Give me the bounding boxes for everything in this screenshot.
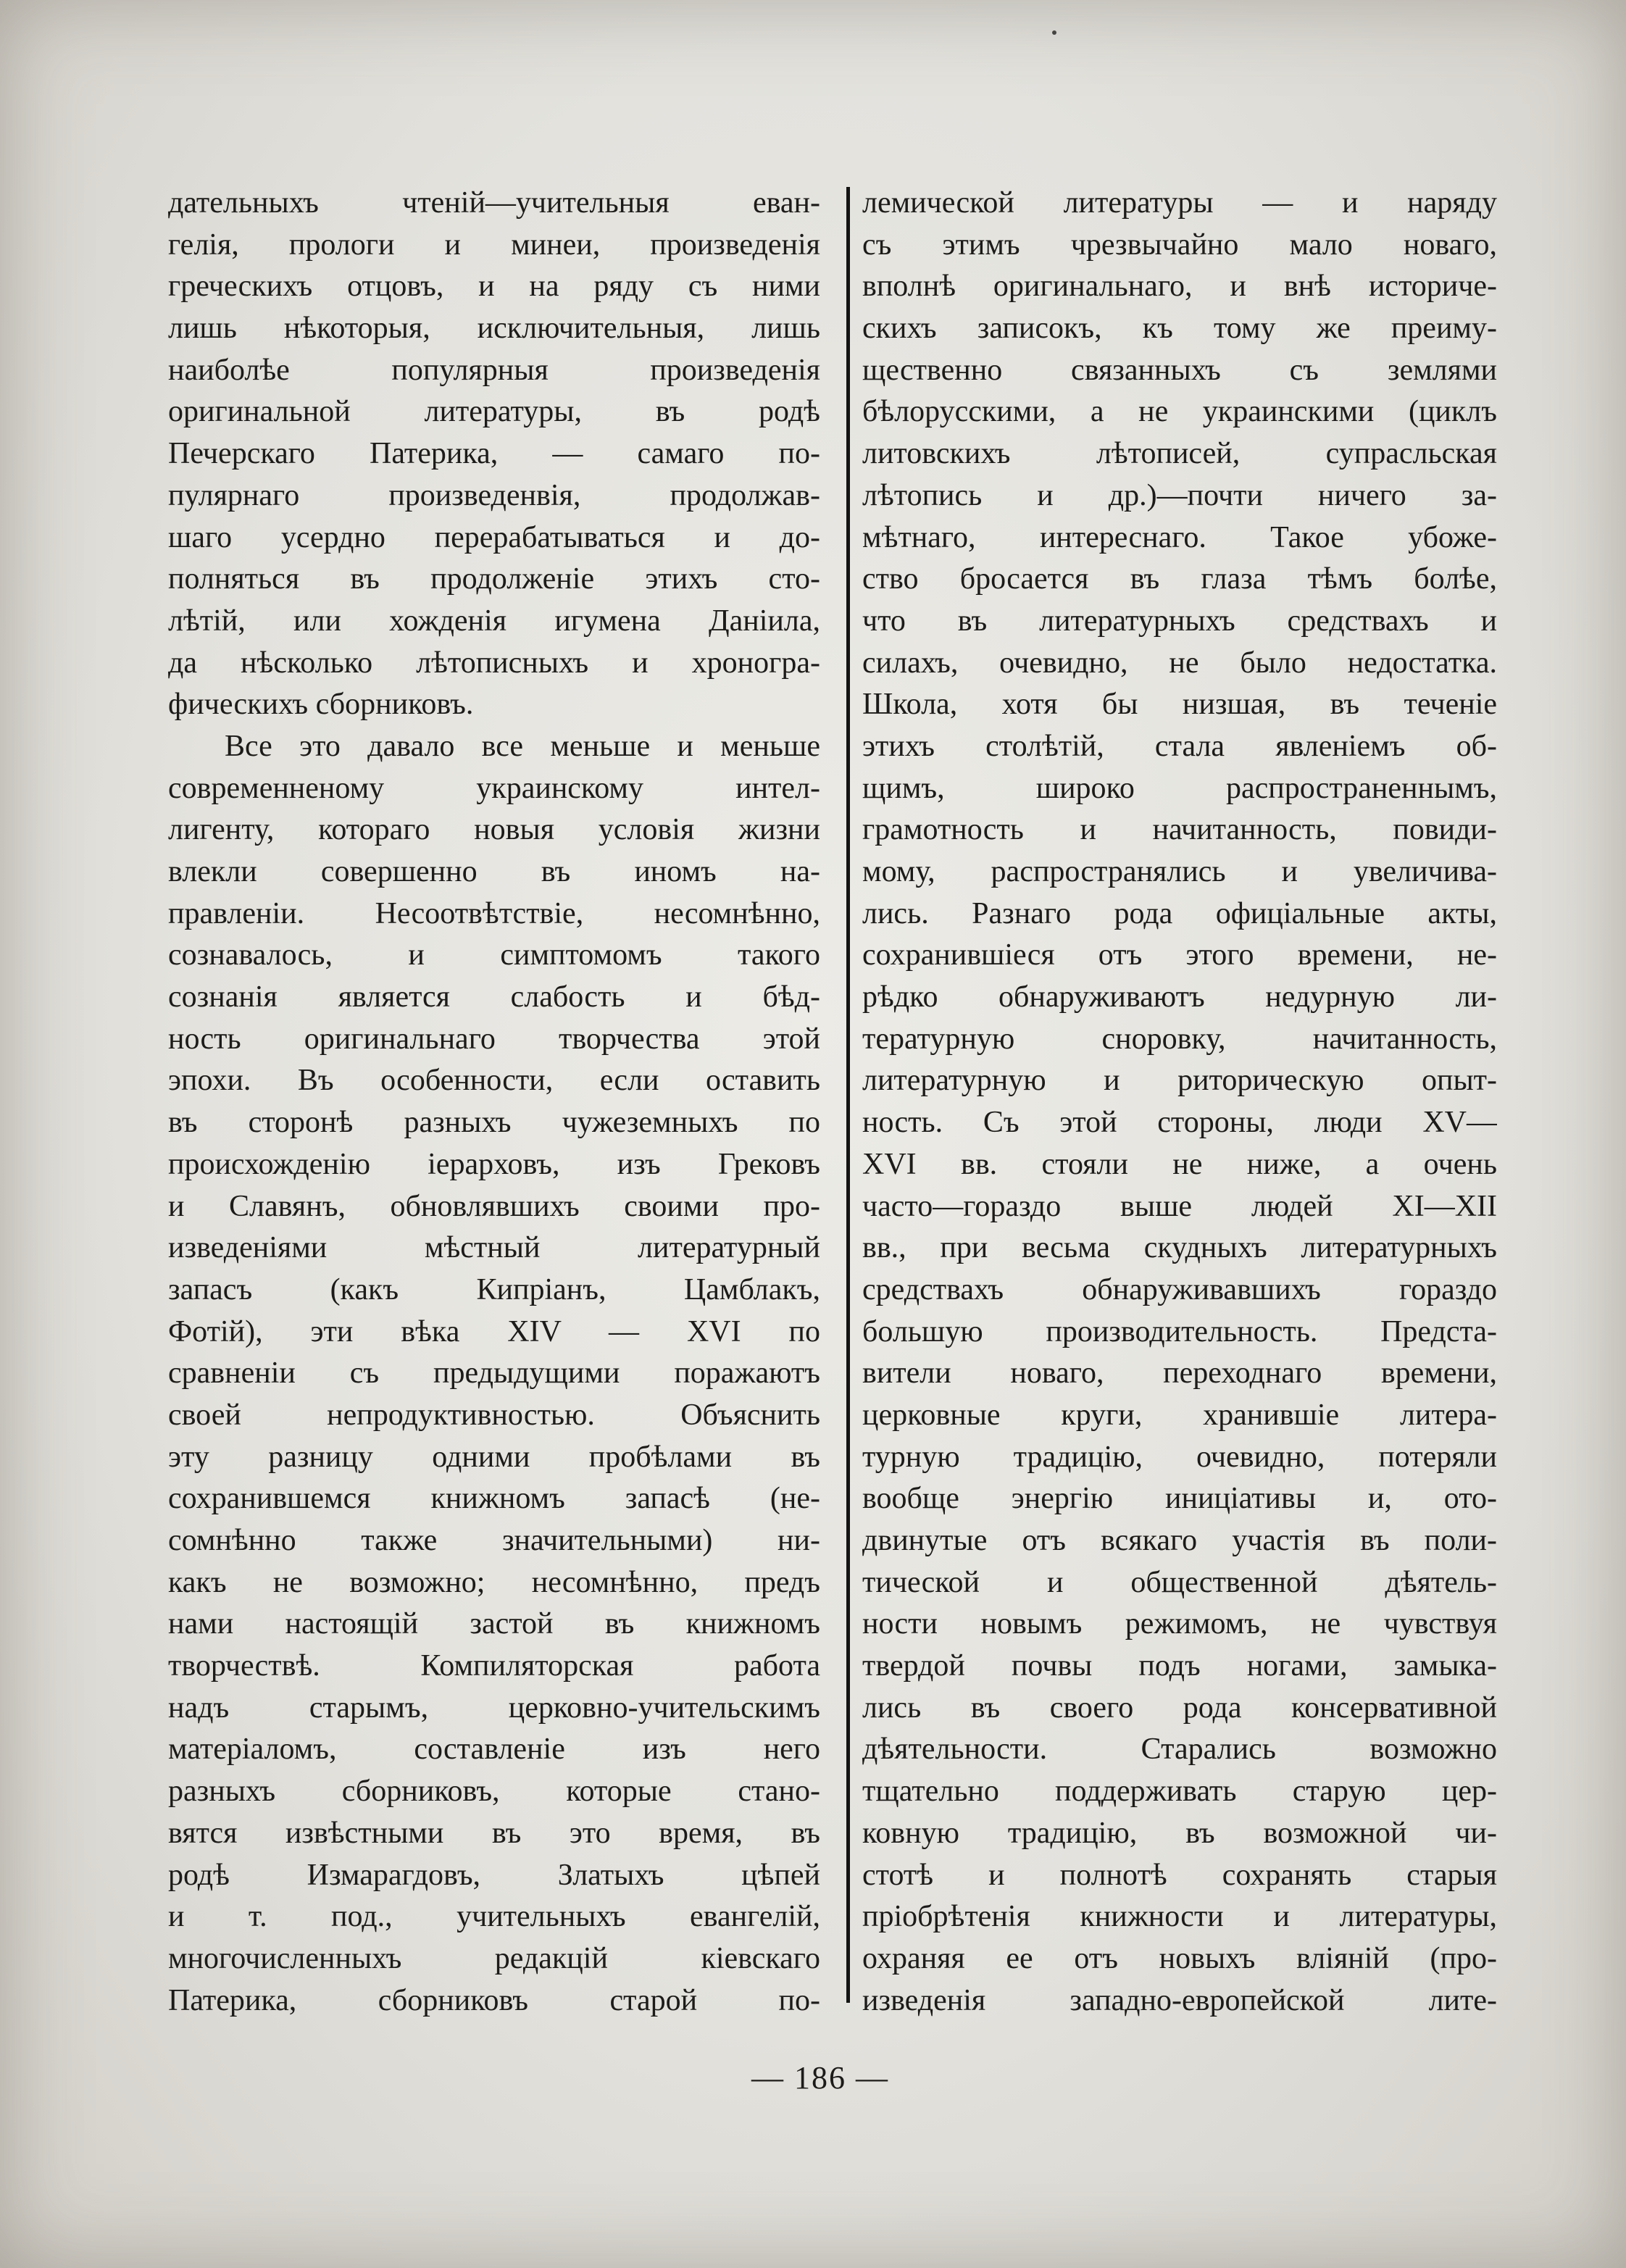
text-line: своей непродуктивностью. Объяснить [168,1398,820,1432]
text-line: надъ старымъ, церковно-учительскимъ [168,1690,820,1725]
text-line: тературную сноровку, начитанность, [862,1022,1497,1056]
text-line: литовскихъ лѣтописей, супрасльская [862,437,1497,471]
text-line: рѣдко обнаруживаютъ недурную ли- [862,980,1497,1014]
text-line: Школа, хотя бы низшая, въ теченіе [862,688,1497,722]
text-line: правленіи. Несоотвѣтствіе, несомнѣнно, [168,896,820,930]
text-line: турную традицію, очевидно, потеряли [862,1440,1497,1474]
print-speck [1052,30,1056,35]
text-line: охраняя ее отъ новыхъ вліяній (про- [862,1941,1497,1975]
text-line: изведенія западно-европейской лите- [862,1983,1497,2017]
text-line: въ сторонѣ разныхъ чужеземныхъ по [168,1106,820,1140]
text-line: пулярнаго произведенвія, продолжав- [168,478,820,512]
text-line: ство бросается въ глаза тѣмъ болѣе, [862,562,1497,596]
text-line: двинутые отъ всякаго участія въ поли- [862,1524,1497,1557]
text-line: родѣ Измарагдовъ, Златыхъ цѣпей [168,1858,820,1892]
text-line: силахъ, очевидно, не было недостатка. [862,646,1497,680]
text-line: какъ не возможно; несомнѣнно, предъ [168,1565,820,1599]
text-line: XVI вв. стояли не ниже, а очень [862,1147,1497,1181]
text-line: дательныхъ чтеній—учительныя еван- [168,186,820,220]
text-line: лѣтій, или хожденія игумена Даніила, [168,604,820,638]
text-line: скихъ записокъ, къ тому же преиму- [862,312,1497,346]
text-line: лѣтопись и др.)—почти ничего за- [862,478,1497,512]
text-line: часто—гораздо выше людей XI—XII [862,1189,1497,1223]
text-line: лишь нѣкоторыя, исключительныя, лишь [168,312,820,346]
text-line: сознавалось, и симптомомъ такого [168,938,820,972]
text-line: влекли совершенно въ иномъ на- [168,855,820,888]
text-line: литературную и риторическую опыт- [862,1064,1497,1098]
text-line: дѣятельности. Старались возможно [862,1733,1497,1767]
text-line: тщательно поддерживать старую цер- [862,1775,1497,1809]
text-line: изведеніями мѣстный литературный [168,1231,820,1265]
text-line: эпохи. Въ особенности, если оставить [168,1064,820,1098]
text-line: пріобрѣтенія книжности и литературы, [862,1900,1497,1934]
text-line: Все это давало все меньше и меньше [225,729,820,763]
text-line: Печерскаго Патерика, — самаго по- [168,437,820,471]
text-line: фическихъ сборниковъ. [168,688,474,722]
text-line: греческихъ отцовъ, и на ряду съ ними [168,270,820,304]
text-line: Патерика, сборниковъ старой по- [168,1983,820,2017]
text-line: вители новаго, переходнаго времени, [862,1356,1497,1391]
text-line: да нѣсколько лѣтописныхъ и хроногра- [168,646,820,680]
text-line: наиболѣе популярныя произведенія [168,353,820,387]
text-line: ность оригинальнаго творчества этой [168,1022,820,1056]
text-line: и Славянъ, обновлявшихъ своими про- [168,1189,820,1223]
text-line: Фотій), эти вѣка XIV — XVI по [168,1314,820,1348]
text-line: оригинальной литературы, въ родѣ [168,395,820,429]
text-line: бѣлорусскими, а не украинскими (циклъ [862,395,1497,429]
text-line: полняться въ продолженіе этихъ сто- [168,562,820,596]
text-line: тической и общественной дѣятель- [862,1565,1497,1599]
text-line: творчествѣ. Компиляторская работа [168,1649,820,1683]
text-line: лись. Разнаго рода офиціальные акты, [862,896,1497,930]
right-text-column [862,183,1497,2022]
text-line: сравненіи съ предыдущими поражаютъ [168,1356,820,1391]
text-line: щимъ, широко распространеннымъ, [862,771,1497,805]
text-line: сомнѣнно также значительными) ни- [168,1524,820,1557]
text-line: многочисленныхъ редакцій кіевскаго [168,1941,820,1975]
text-line: сохранившемся книжномъ запасѣ (не- [168,1482,820,1516]
text-line: сохранившіеся отъ этого времени, не- [862,938,1497,972]
text-line: лигенту, котораго новыя условія жизни [168,813,820,847]
text-line: этихъ столѣтій, стала явленіемъ об- [862,729,1497,763]
text-line: вполнѣ оригинальнаго, и внѣ историче- [862,270,1497,304]
text-line: грамотность и начитанность, повиди- [862,813,1497,847]
text-line: и т. под., учительныхъ евангелій, [168,1900,820,1934]
text-line: современненому украинскому интел- [168,771,820,805]
text-line: матеріаломъ, составленіе изъ него [168,1733,820,1767]
text-line: лемической литературы — и наряду [862,186,1497,220]
text-line: эту разницу одними пробѣлами въ [168,1440,820,1474]
column-divider-rule [846,187,850,2003]
text-line: стотѣ и полнотѣ сохранять старыя [862,1858,1497,1892]
text-line: большую производительность. Предста- [862,1314,1497,1348]
text-line: твердой почвы подъ ногами, замыка- [862,1649,1497,1683]
text-line: разныхъ сборниковъ, которые стано- [168,1775,820,1809]
text-line: лись въ своего рода консервативной [862,1690,1497,1725]
text-line: нами настоящій застой въ книжномъ [168,1607,820,1641]
text-line: щественно связанныхъ съ землями [862,353,1497,387]
text-line: ковную традицію, въ возможной чи- [862,1816,1497,1850]
text-line: вятся извѣстными въ это время, въ [168,1816,820,1850]
text-line: съ этимъ чрезвычайно мало новаго, [862,228,1497,262]
text-line: гелія, прологи и минеи, произведенія [168,228,820,262]
text-line: церковные круги, хранившіе литера- [862,1398,1497,1432]
text-line: средствахъ обнаруживавшихъ гораздо [862,1272,1497,1306]
text-line: ности новымъ режимомъ, не чувствуя [862,1607,1497,1641]
text-line: вв., при весьма скудныхъ литературныхъ [862,1231,1497,1265]
text-line: ность. Съ этой стороны, люди XV— [862,1106,1497,1140]
text-line: мому, распространялись и увеличива- [862,855,1497,888]
text-line: происхожденію іерарховъ, изъ Грековъ [168,1147,820,1181]
text-line: шаго усердно перерабатываться и до- [168,520,820,554]
text-line: запасъ (какъ Кипріанъ, Цамблакъ, [168,1272,820,1306]
text-line: сознанія является слабость и бѣд- [168,980,820,1014]
text-line: мѣтнаго, интереснаго. Такое убоже- [862,520,1497,554]
text-line: что въ литературныхъ средствахъ и [862,604,1497,638]
left-text-column [168,183,820,2022]
text-line: вообще энергію иниціативы и, ото- [862,1482,1497,1516]
page-number: — 186 — [751,2060,889,2096]
